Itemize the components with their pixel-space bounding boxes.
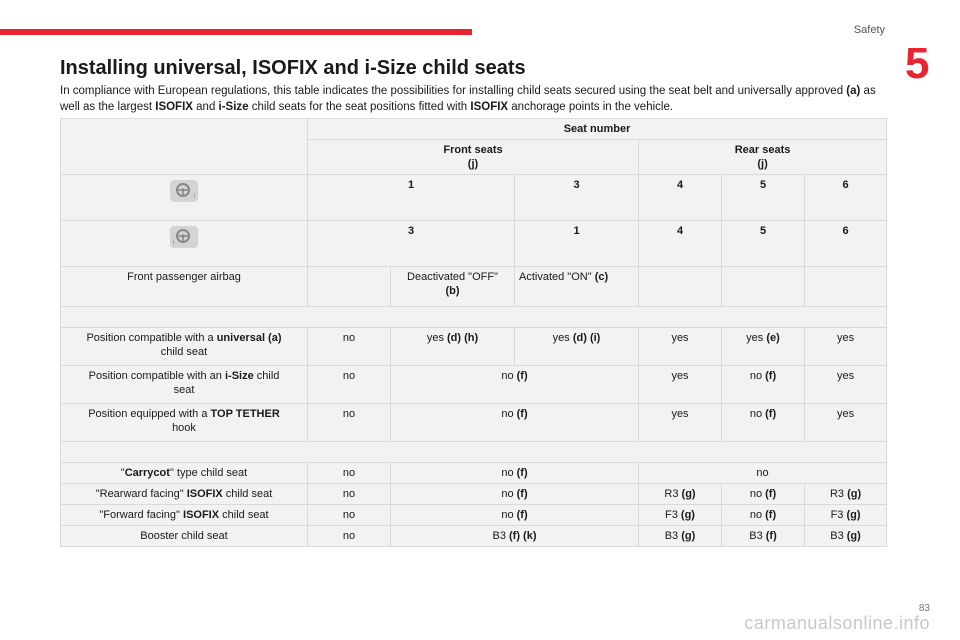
seat-number-header: Seat number [308, 119, 887, 140]
table-cell [639, 267, 722, 307]
seat-number-cell: 4 [639, 221, 722, 267]
row-label: "Rearward facing" ISOFIX child seat [61, 484, 308, 505]
seat-number-cell: 6 [805, 175, 887, 221]
table-cell: yes [639, 366, 722, 404]
table-cell: F3 (g) [639, 505, 722, 526]
page-number: 83 [918, 603, 930, 614]
table-cell: R3 (g) [639, 484, 722, 505]
table-row [61, 267, 887, 307]
seat-number-cell: 5 [722, 221, 805, 267]
seat-number-cell: 4 [639, 175, 722, 221]
table-cell: B3 (f) (k) [391, 526, 639, 547]
table-cell: no (f) [722, 505, 805, 526]
table-cell: no (f) [391, 484, 639, 505]
table-cell: Deactivated "OFF" (b) [391, 267, 515, 307]
table-row [61, 328, 887, 366]
table-cell: yes [639, 328, 722, 366]
table-cell: yes [805, 404, 887, 442]
table-cell: yes (e) [722, 328, 805, 366]
table-cell: no (f) [722, 366, 805, 404]
table-cell: no [308, 484, 391, 505]
table-cell: no [308, 328, 391, 366]
seat-number-cell: 1 [308, 175, 515, 221]
table-cell: Activated "ON" (c) [515, 267, 639, 307]
seat-number-cell: 1 [515, 221, 639, 267]
table-row [61, 175, 887, 221]
right-hand-drive-icon: ↓ [170, 226, 198, 248]
table-cell: yes [639, 404, 722, 442]
table-row [61, 404, 887, 442]
front-seats-header: Front seats (j) [308, 140, 639, 175]
table-cell: no (f) [391, 366, 639, 404]
table-row [61, 366, 887, 404]
table-row [61, 442, 887, 463]
row-label: Position compatible with an i-Size child seat [61, 366, 308, 404]
section-title: Safety [853, 24, 885, 36]
table-cell: yes (d) (h) [391, 328, 515, 366]
table-cell: no [308, 463, 391, 484]
table-cell: no [308, 505, 391, 526]
table-cell: no [639, 463, 887, 484]
seat-number-cell: 6 [805, 221, 887, 267]
table-cell: B3 (g) [639, 526, 722, 547]
table-cell: no (f) [722, 404, 805, 442]
row-label: "Carrycot" type child seat [61, 463, 308, 484]
seat-number-cell: 3 [515, 175, 639, 221]
table-cell: no (f) [391, 463, 639, 484]
page-title: Installing universal, ISOFIX and i-Size child seats [60, 57, 526, 79]
table-row [61, 505, 887, 526]
table-cell: B3 (f) [722, 526, 805, 547]
table-row [61, 221, 887, 267]
table-row [61, 119, 887, 140]
table-cell: no [308, 366, 391, 404]
rear-seats-header: Rear seats (j) [639, 140, 887, 175]
table-cell: no [308, 526, 391, 547]
table-cell [61, 119, 308, 175]
table-row [61, 307, 887, 328]
table-row [61, 526, 887, 547]
row-label: Position equipped with a TOP TETHER hook [61, 404, 308, 442]
row-label: Position compatible with a universal (a) child seat [61, 328, 308, 366]
chapter-number: 5 [905, 39, 930, 88]
row-label: "Forward facing" ISOFIX child seat [61, 505, 308, 526]
table-cell: no (f) [722, 484, 805, 505]
table-cell: B3 (g) [805, 526, 887, 547]
table-cell: yes (d) (i) [515, 328, 639, 366]
table-cell [308, 267, 391, 307]
header-accent-bar [0, 29, 472, 35]
table-cell: no (f) [391, 404, 639, 442]
table-cell [61, 221, 308, 267]
table-cell: yes [805, 366, 887, 404]
row-label: Front passenger airbag [61, 267, 308, 307]
left-hand-drive-icon: ↓ [170, 180, 198, 202]
table-spacer [61, 442, 887, 463]
table-row [61, 484, 887, 505]
table-cell: no [308, 404, 391, 442]
child-seat-table [60, 118, 887, 547]
table-row [61, 463, 887, 484]
intro-paragraph: In compliance with European regulations, this table indicates the possibilities for installing child seats secured using the seat belt and universally approved (a) as well as the largest ISOFIX and i-Size child seats for the seat positions fitted with ISOFIX anchorage points in the vehicle. [60, 85, 876, 113]
table-spacer [61, 307, 887, 328]
table-cell: yes [805, 328, 887, 366]
seat-number-cell: 3 [308, 221, 515, 267]
table-cell: F3 (g) [805, 505, 887, 526]
table-cell: R3 (g) [805, 484, 887, 505]
table-cell: no (f) [391, 505, 639, 526]
watermark: carmanualsonline.info [744, 613, 930, 633]
table-cell [722, 267, 805, 307]
row-label: Booster child seat [61, 526, 308, 547]
table-cell [805, 267, 887, 307]
table-cell [61, 175, 308, 221]
seat-number-cell: 5 [722, 175, 805, 221]
